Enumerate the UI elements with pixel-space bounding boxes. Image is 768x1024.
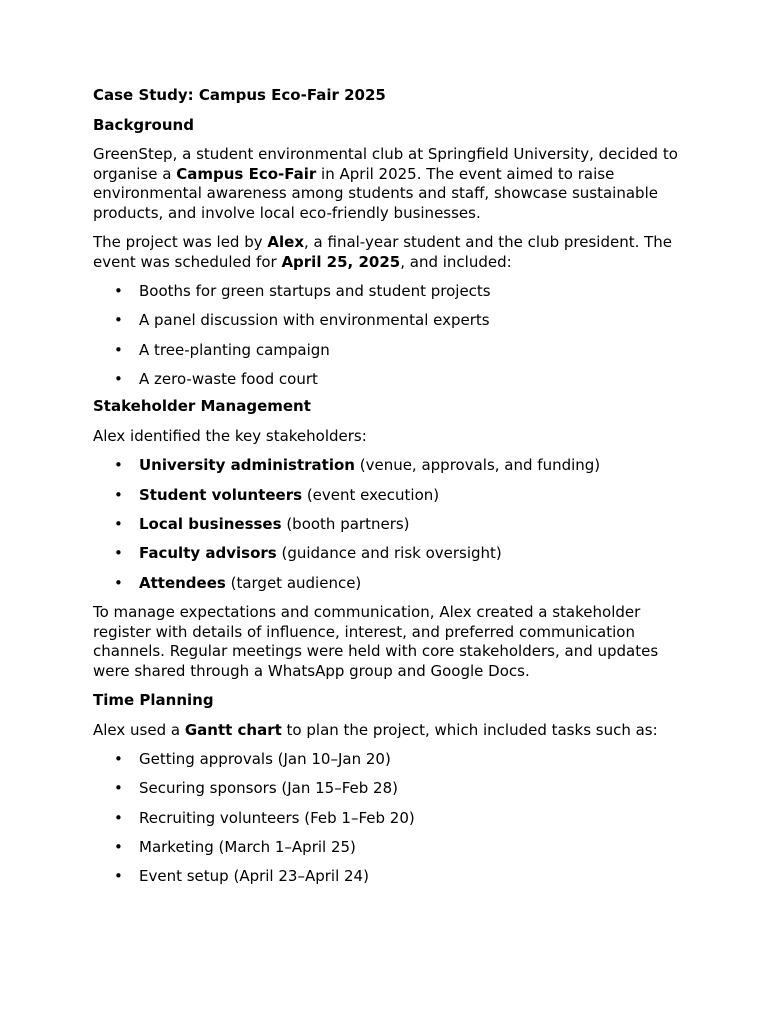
list-item	[93, 750, 688, 770]
list-item	[93, 574, 688, 594]
text-run: , a final-year student and the club president. The event was scheduled for	[93, 233, 673, 271]
text-run: to plan the project, which included tasks such as:	[281, 720, 658, 739]
bullet-icon: •	[114, 514, 123, 533]
tasks-list	[93, 750, 688, 887]
bullet-icon: •	[114, 311, 123, 330]
stakeholders-intro: Alex identified the key stakeholders:	[93, 426, 367, 445]
list-item-text: Marketing (March 1–April 25)	[139, 837, 356, 856]
section-heading-time-planning: Time Planning	[93, 691, 214, 710]
text-run: GreenStep, a student environmental club at Springfield University, decided to organise a	[93, 145, 678, 183]
background-paragraph-1	[93, 145, 688, 223]
list-item	[93, 838, 688, 858]
list-item	[93, 809, 688, 829]
list-item	[93, 311, 688, 331]
bold-run-lead-name: Alex	[267, 233, 304, 251]
background-paragraph-2	[93, 233, 688, 272]
list-item-text: A panel discussion with environmental experts	[139, 311, 490, 330]
bullet-icon: •	[114, 544, 123, 563]
list-item	[93, 486, 688, 506]
bullet-icon: •	[114, 282, 123, 300]
stakeholder-name: Attendees	[139, 573, 226, 592]
bullet-icon: •	[114, 750, 123, 769]
bold-run-gantt: Gantt chart	[184, 720, 282, 739]
text-run: , and included:	[400, 252, 512, 271]
stakeholder-name: Faculty advisors	[139, 544, 277, 563]
list-item-text: Getting approvals (Jan 10–Jan 20)	[139, 750, 391, 769]
list-item	[93, 867, 688, 887]
bullet-icon: •	[114, 837, 123, 856]
stakeholder-desc: (booth partners)	[281, 514, 410, 533]
list-item	[93, 515, 688, 535]
bullet-icon: •	[114, 808, 123, 827]
event-components-list	[93, 282, 688, 389]
list-item-text: Booths for green startups and student projects	[139, 282, 491, 300]
list-item-text: Securing sponsors (Jan 15–Feb 28)	[139, 779, 398, 798]
list-item	[93, 341, 688, 361]
text-run: The project was led by	[93, 233, 268, 251]
text-run: in April 2025. The event aimed to raise environmental awareness among students and staff, showcase sustainable products, and involve local eco-friendly businesses.	[93, 164, 658, 222]
list-item-text: Event setup (April 23–April 24)	[139, 867, 369, 886]
stakeholder-desc: (event execution)	[302, 485, 440, 504]
stakeholders-paragraph: To manage expectations and communication, Alex created a stakeholder register with details of influence, interest, and preferred communication channels. Regular meetings were held with core stakeholders, and updates were shared through a WhatsApp group and Google Docs.	[93, 603, 659, 680]
stakeholder-desc: (target audience)	[225, 573, 362, 592]
bullet-icon: •	[114, 867, 123, 886]
list-item	[93, 456, 688, 476]
bold-run-event-date: April 25, 2025	[281, 252, 401, 271]
stakeholder-desc: (venue, approvals, and funding)	[354, 456, 601, 475]
document-page	[93, 86, 688, 897]
bullet-icon: •	[114, 573, 123, 592]
bullet-icon: •	[114, 779, 123, 798]
bullet-icon: •	[114, 485, 123, 504]
stakeholder-name: Local businesses	[139, 514, 282, 533]
document-title: Case Study: Campus Eco-Fair 2025	[93, 86, 386, 104]
bold-run-event-name: Campus Eco-Fair	[176, 164, 317, 183]
bullet-icon: •	[114, 369, 123, 388]
stakeholder-name: Student volunteers	[139, 485, 303, 504]
list-item-text: A tree-planting campaign	[139, 340, 330, 359]
time-planning-intro	[93, 721, 688, 741]
list-item	[93, 544, 688, 564]
text-run: Alex used a	[93, 720, 185, 739]
stakeholders-list	[93, 456, 688, 593]
list-item	[93, 779, 688, 799]
stakeholder-desc: (guidance and risk oversight)	[276, 544, 502, 563]
section-heading-background: Background	[93, 115, 194, 134]
list-item	[93, 282, 688, 302]
bullet-icon: •	[114, 456, 123, 475]
list-item	[93, 370, 688, 390]
section-heading-stakeholders: Stakeholder Management	[93, 397, 311, 416]
stakeholder-name: University administration	[139, 456, 355, 475]
list-item-text: Recruiting volunteers (Feb 1–Feb 20)	[139, 808, 415, 827]
list-item-text: A zero-waste food court	[139, 369, 318, 388]
bullet-icon: •	[114, 340, 123, 359]
